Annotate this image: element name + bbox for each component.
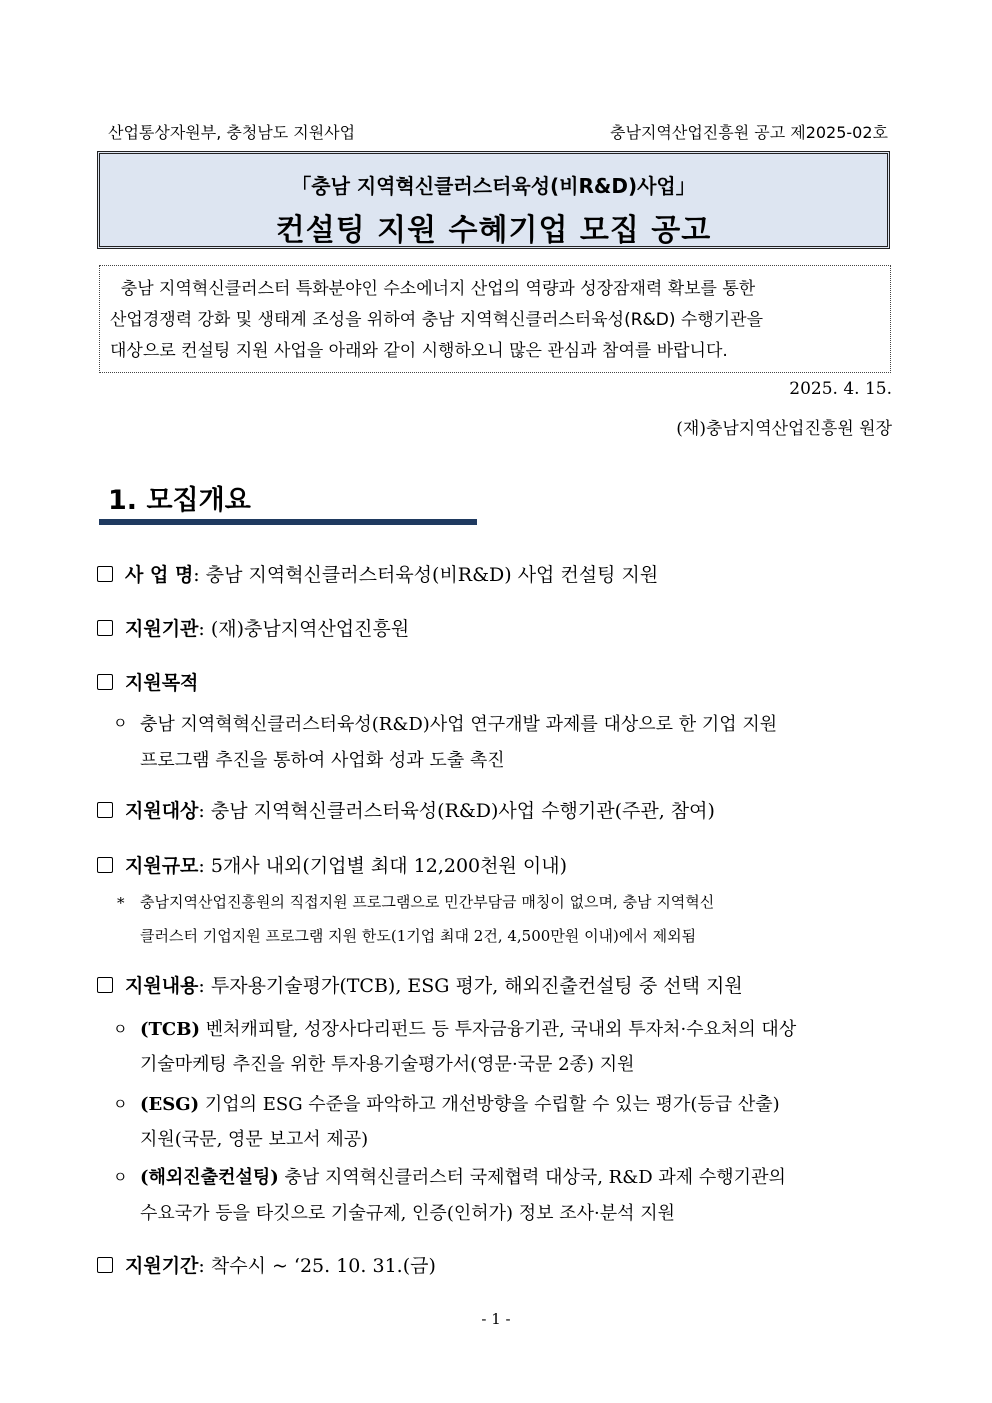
item-label: 지원기간 [125,1255,199,1277]
item-scale [97,851,567,878]
sub-text: 충남 지역혁신클러스터 국제협력 대상국, R&D 과제 수행기관의 [278,1167,786,1188]
checkbox-icon [97,802,113,818]
item-purpose [97,668,198,695]
checkbox-icon [97,857,113,873]
title-line2: 컨설팅 지원 수혜기업 모집 공고 [275,213,712,248]
issuer: (재)충남지역산업진흥원 원장 [676,419,892,439]
content-esg-line1 [140,1090,780,1116]
title-box [97,151,890,249]
content-esg-line2: 지원(국문, 영문 보고서 제공) [140,1129,369,1150]
sub-text: 벤처캐피탈, 성장사다리펀드 등 투자금융기관, 국내외 투자처·수요처의 대상 [199,1019,797,1040]
intro-line2: 산업경쟁력 강화 및 생태계 조성을 위하여 충남 지역혁신클러스터육성(R&D) 수행기관을 [110,310,764,330]
bullet-icon: ㅇ [113,1095,128,1113]
bullet-icon: ㅇ [113,1168,128,1186]
section-underline [99,519,477,525]
scale-note-line2: 클러스터 기업지원 프로그램 지원 한도(1기업 최대 2건, 4,500만원 이내)에서 제외됨 [140,927,697,945]
checkbox-icon [97,566,113,582]
item-project [97,560,658,587]
content-tcb-line2: 기술마케팅 추진을 위한 투자용기술평가서(영문·국문 2종) 지원 [140,1054,635,1075]
intro-line1: 충남 지역혁신클러스터 특화분야인 수소에너지 산업의 역량과 성장잠재력 확보를 통한 [110,279,756,299]
bullet-icon: ㅇ [113,1020,128,1038]
title-line1: 「충남 지역혁신클러스터육성(비R&D)사업」 [291,174,696,198]
item-value: : 충남 지역혁신클러스터육성(비R&D) 사업 컨설팅 지원 [193,564,659,586]
sub-tag: (ESG) [140,1094,200,1115]
item-label: 지원대상 [125,800,199,822]
item-label: 지원목적 [125,672,199,694]
item-label: 지원기관 [125,618,199,640]
sub-text: 기업의 ESG 수준을 파악하고 개선방향을 수립할 수 있는 평가(등급 산출) [199,1094,780,1115]
item-agency [97,614,409,641]
section-title: 1. 모집개요 [108,485,251,516]
item-value: : 5개사 내외(기업별 최대 12,200천원 이내) [198,855,568,877]
checkbox-icon [97,1257,113,1273]
intro-box [99,265,891,373]
sub-tag: (해외진출컨설팅) [140,1167,279,1188]
content-overseas-line1 [140,1163,786,1189]
item-value: : 충남 지역혁신클러스터육성(R&D)사업 수행기관(주관, 참여) [198,800,715,822]
checkbox-icon [97,620,113,636]
content-overseas-line2: 수요국가 등을 타깃으로 기술규제, 인증(인허가) 정보 조사·분석 지원 [140,1203,676,1224]
note-mark: * [117,894,125,912]
purpose-line1: 충남 지역혁혁신클러스터육성(R&D)사업 연구개발 과제를 대상으로 한 기업 지원 [140,714,778,735]
item-label: 지원규모 [125,855,199,877]
item-target [97,796,715,823]
page-number: - 1 - [481,1310,511,1328]
item-label: 사 업 명 [125,564,194,586]
checkbox-icon [97,977,113,993]
checkbox-icon [97,674,113,690]
item-label: 지원내용 [125,975,199,997]
header-left: 산업통상자원부, 충청남도 지원사업 [108,123,356,142]
bullet-icon: ㅇ [113,714,128,732]
announcement-date: 2025. 4. 15. [789,379,892,399]
item-value: : 착수시 ~ ‘25. 10. 31.(금) [198,1255,436,1277]
sub-tag: (TCB) [140,1019,200,1040]
scale-note-line1: 충남지역산업진흥원의 직접지원 프로그램으로 민간부담금 매칭이 없으며, 충남 지역혁신 [140,893,715,911]
header-right: 충남지역산업진흥원 공고 제2025-02호 [610,123,888,142]
purpose-line2: 프로그램 추진을 통하여 사업화 성과 도출 촉진 [140,750,505,771]
item-content [97,971,743,998]
item-value: : 투자용기술평가(TCB), ESG 평가, 해외진출컨설팅 중 선택 지원 [198,975,743,997]
item-value: : (재)충남지역산업진흥원 [198,618,410,640]
content-tcb-line1 [140,1015,796,1041]
item-period [97,1251,436,1278]
intro-line3: 대상으로 컨설팅 지원 사업을 아래와 같이 시행하오니 많은 관심과 참여를 바랍니다. [110,341,728,361]
